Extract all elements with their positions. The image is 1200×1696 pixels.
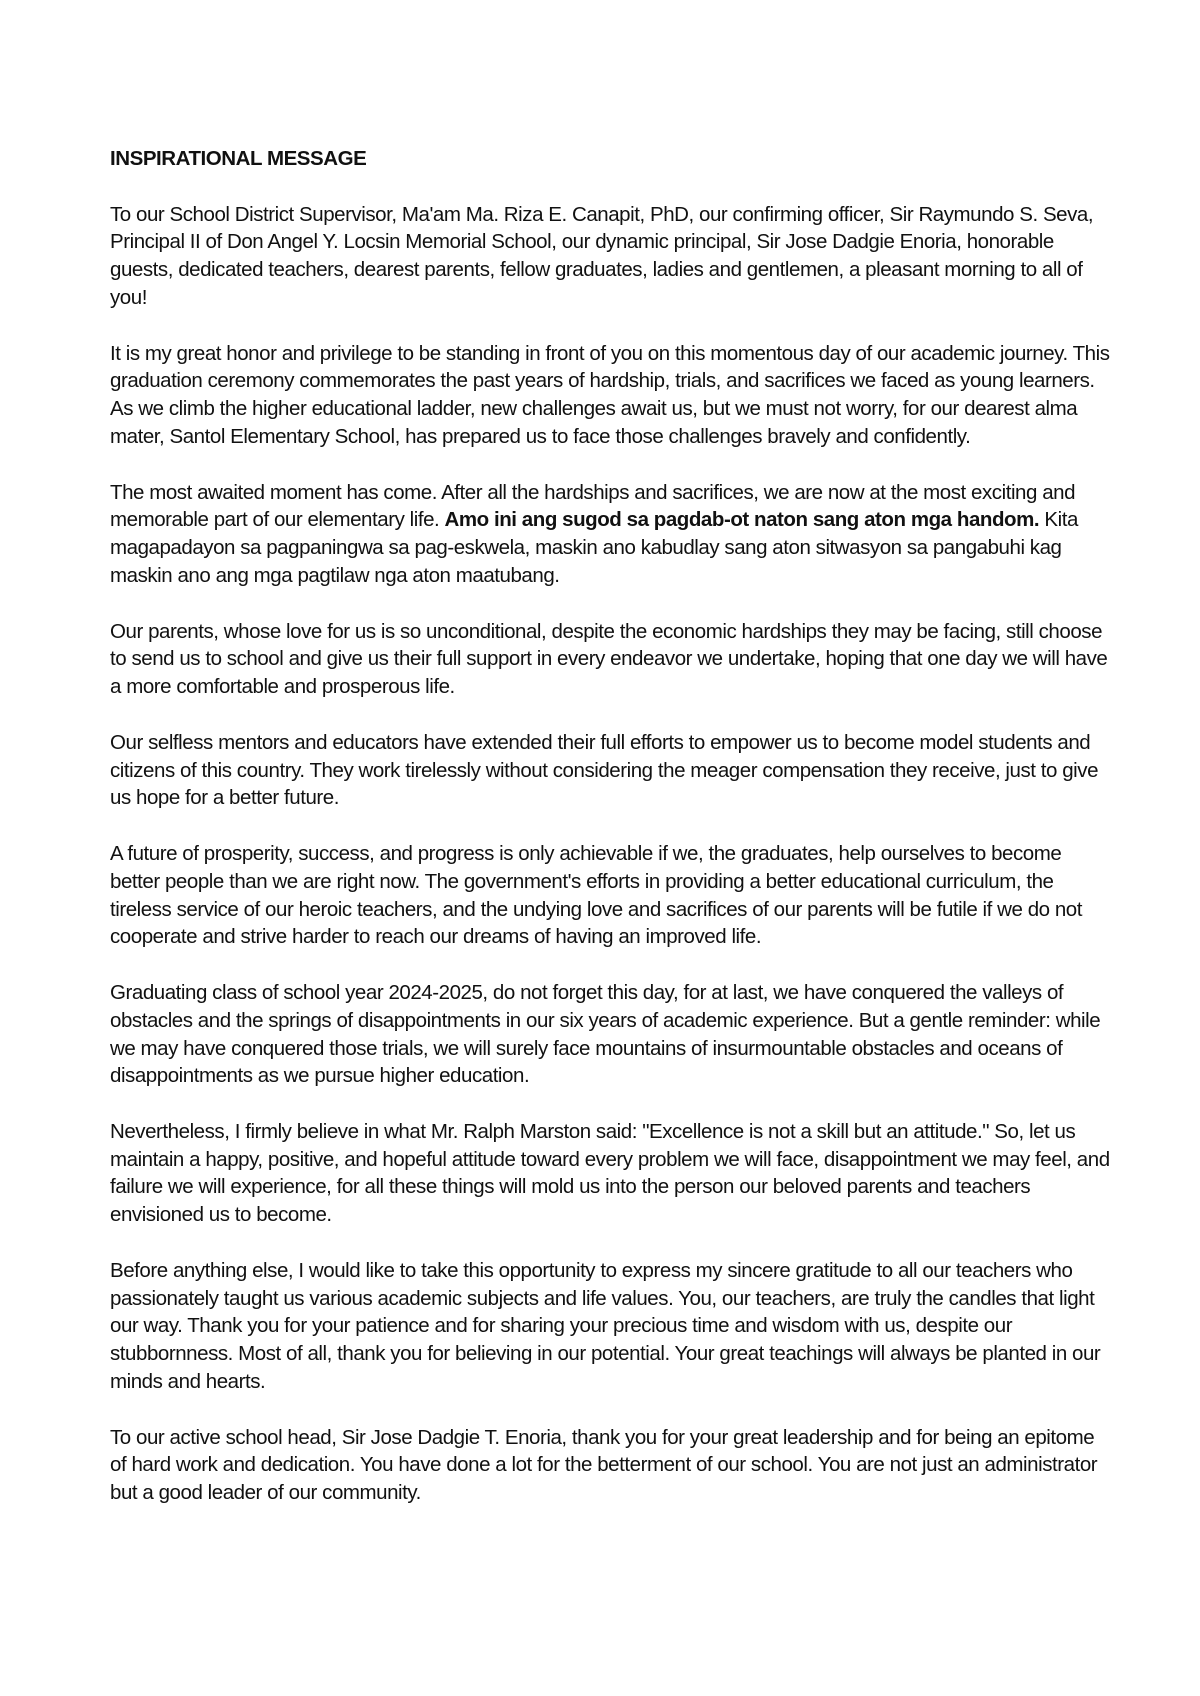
document-title: INSPIRATIONAL MESSAGE bbox=[110, 147, 367, 170]
paragraph-awaited-moment bbox=[110, 479, 1110, 590]
paragraph-bold-phrase: Amo ini ang sugod sa pagdab-ot naton sang aton mga handom. bbox=[444, 508, 1040, 532]
paragraph-quote: Nevertheless, I firmly believe in what Mr. Ralph Marston said: "Excellence is not a skill but an attitude." So, let us maintain a happy, positive, and hopeful attitude toward every problem we will face, disappointment we may feel, and failure we will experience, for all these things will mold us into the person our beloved parents and teachers envisioned us to become. bbox=[110, 1119, 1110, 1227]
paragraph-text-before: The most awaited moment has come. After all the hardships and sacrifices, we are now at the most exciting and memorable part of our elementary life. bbox=[110, 480, 1076, 532]
paragraph-text-after: Kita magapadayon sa pagpaningwa sa pag-eskwela, maskin ano kabudlay sang aton sitwasyon sa pangabuhi kag maskin ano ang mga pagtilaw nga aton maatubang. bbox=[110, 508, 1078, 587]
paragraph-gratitude-teachers: Before anything else, I would like to take this opportunity to express my sincere gratitude to all our teachers who passionately taught us various academic subjects and life values. You, our teachers, are truly the candles that light our way. Thank you for your patience and for sharing your precious time and wisdom with us, despite our stubbornness. Most of all, thank you for believing in our potential. Your great teachings will always be planted in our minds and hearts. bbox=[110, 1258, 1101, 1394]
document-page bbox=[110, 145, 1110, 1535]
paragraph-future: A future of prosperity, success, and progress is only achievable if we, the graduates, help ourselves to become better people than we are right now. The government's efforts in providing a better educational curriculum, the tireless service of our heroic teachers, and the undying love and sacrifices of our parents will be futile if we do not cooperate and strive harder to reach our dreams of having an improved life. bbox=[110, 841, 1082, 949]
paragraph-salutation: To our School District Supervisor, Ma'am Ma. Riza E. Canapit, PhD, our confirming officer, Sir Raymundo S. Seva, Principal II of Don Angel Y. Locsin Memorial School, our dynamic principal, Sir Jose Dadgie Enoria, honorable guests, dedicated teachers, dearest parents, fellow graduates, ladies and gentlemen, a pleasant morning to all of you! bbox=[110, 202, 1094, 309]
paragraph-school-head: To our active school head, Sir Jose Dadgie T. Enoria, thank you for your great leadership and for being an epitome of hard work and dedication. You have done a lot for the betterment of our school. You are not just an administrator but a good leader of our community. bbox=[110, 1425, 1098, 1505]
paragraph-graduating-class: Graduating class of school year 2024-2025, do not forget this day, for at last, we have conquered the valleys of obstacles and the springs of disappointments in our six years of academic experience. But a gentle reminder: while we may have conquered those trials, we will surely face mountains of insurmountable obstacles and oceans of disappointments as we pursue higher education. bbox=[110, 980, 1101, 1088]
paragraph-honor: It is my great honor and privilege to be standing in front of you on this momentous day of our academic journey. This graduation ceremony commemorates the past years of hardship, trials, and sacrifices we faced as young learners. As we climb the higher educational ladder, new challenges await us, but we must not worry, for our dearest alma mater, Santol Elementary School, has prepared us to face those challenges bravely and confidently. bbox=[110, 341, 1110, 448]
paragraph-parents: Our parents, whose love for us is so unconditional, despite the economic hardships they may be facing, still choose to send us to school and give us their full support in every endeavor we undertake, hoping that one day we will have a more comfortable and prosperous life. bbox=[110, 619, 1108, 699]
paragraph-mentors: Our selfless mentors and educators have extended their full efforts to empower us to become model students and citizens of this country. They work tirelessly without considering the meager compensation they receive, just to give us hope for a better future. bbox=[110, 730, 1099, 810]
